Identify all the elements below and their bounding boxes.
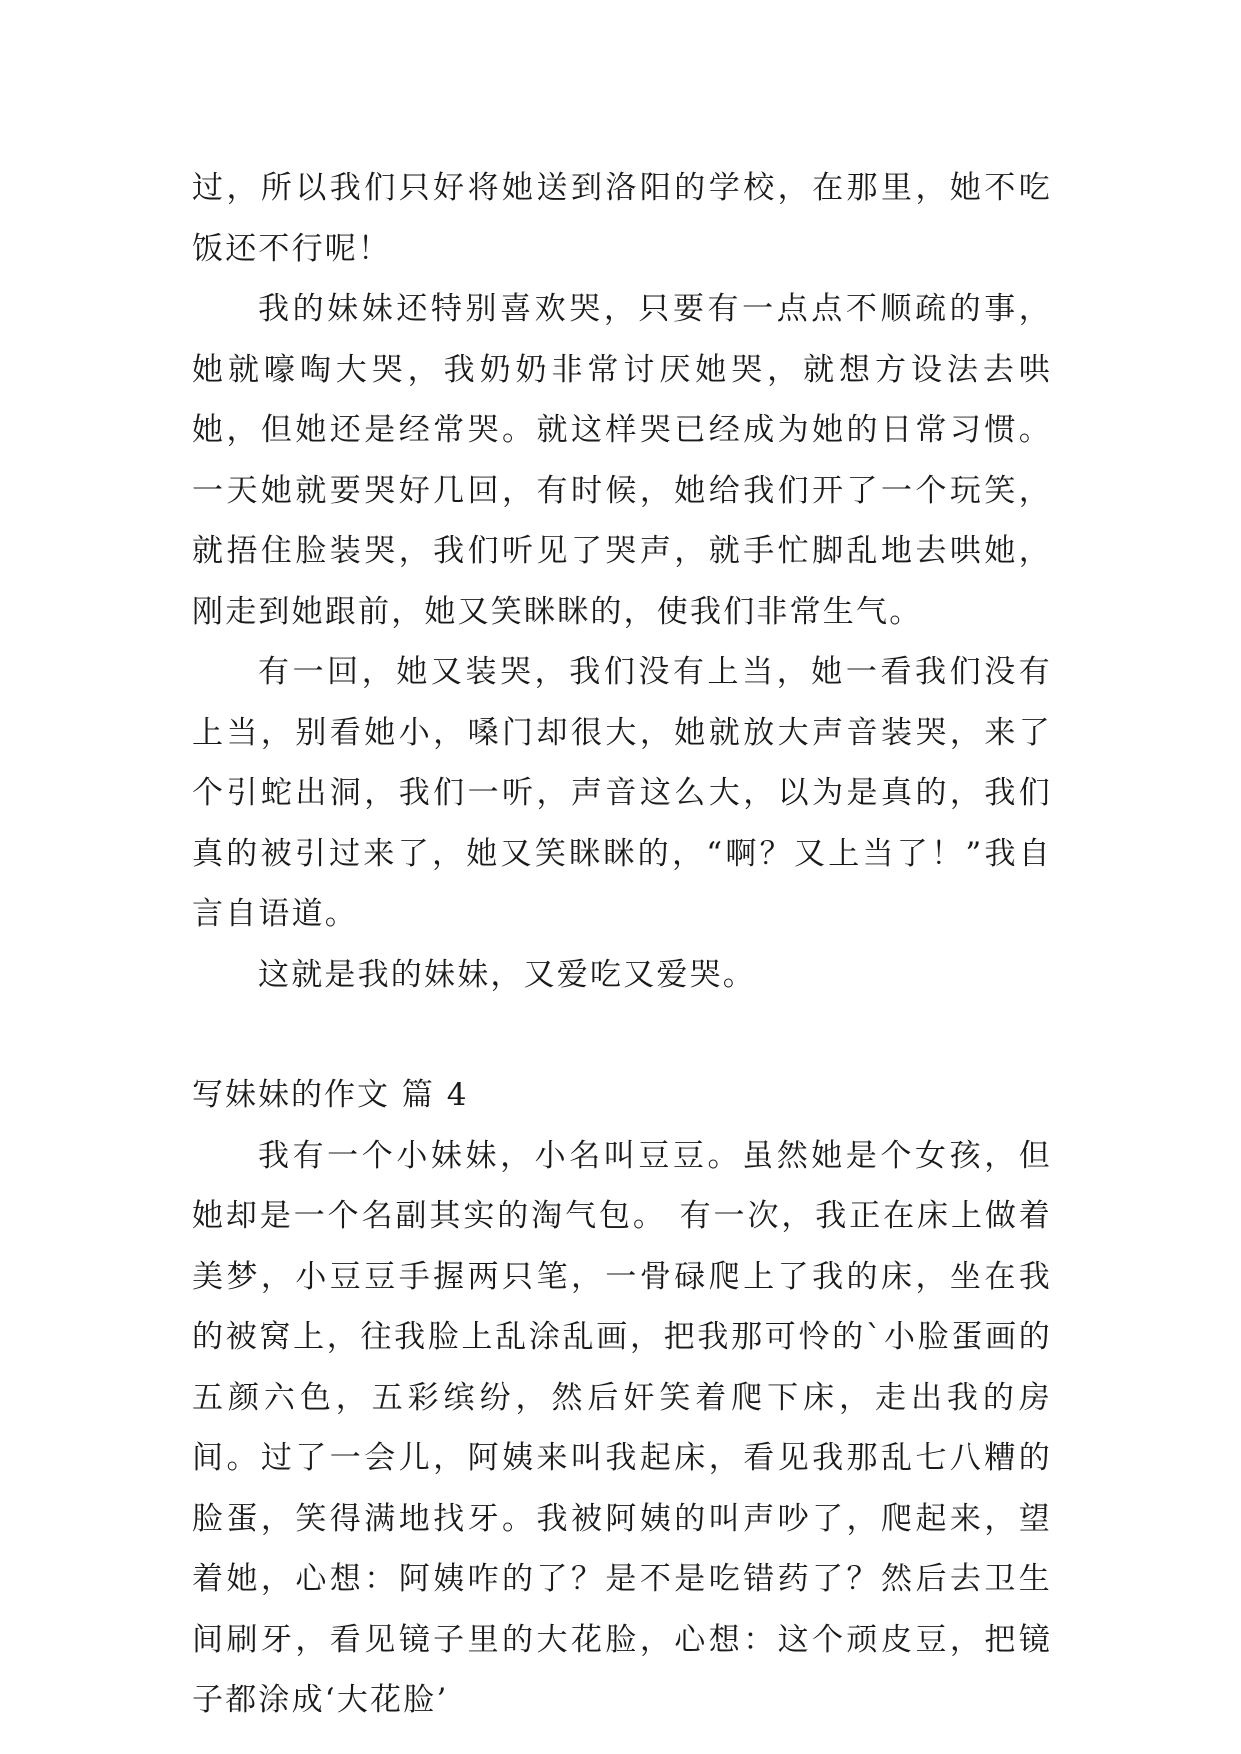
document-body (192, 158, 1052, 1731)
paragraph-sister-cries: 我的妹妹还特别喜欢哭，只要有一点点不顺疏的事，她就嚎啕大哭，我奶奶非常讨厌她哭，就想方设法去哄她，但她还是经常哭。就这样哭已经成为她的日常习惯。一天她就要哭好几回，有时候，她给我们开了一个玩笑，就捂住脸装哭，我们听见了哭声，就手忙脚乱地去哄她，刚走到她跟前，她又笑眯眯的，使我们非常生气。 (192, 291, 1052, 630)
essay-heading-4: 写妹妹的作文 篇 4 (192, 1077, 469, 1113)
continuation-paragraph: 过，所以我们只好将她送到洛阳的学校，在那里，她不吃饭还不行呢！ (192, 170, 1052, 267)
paragraph-conclusion: 这就是我的妹妹，又爱吃又爱哭。 (258, 956, 756, 993)
paragraph-doudou: 我有一个小妹妹，小名叫豆豆。虽然她是个女孩，但她却是一个名副其实的淘气包。 有一次，我正在床上做着美梦，小豆豆手握两只笔，一骨碌爬上了我的床，坐在我的被窝上，往我脸上乱涂乱画，把我那可怜的`小脸蛋画的五颜六色，五彩缤纷，然后奸笑着爬下床，走出我的房间。过了一会儿，阿姨来叫我起床，看见我那乱七八糟的脸蛋，笑得满地找牙。我被阿姨的叫声吵了，爬起来，望着她，心想：阿姨咋的了？是不是吃错药了？然后去卫生间刷牙，看见镜子里的大花脸，心想：这个顽皮豆，把镜子都涂成‘大花脸’ (192, 1137, 1052, 1718)
paragraph-fake-crying: 有一回，她又装哭，我们没有上当，她一看我们没有上当，别看她小，嗓门却很大，她就放大声音装哭，来了个引蛇出洞，我们一听，声音这么大，以为是真的，我们真的被引过来了，她又笑眯眯的，“啊？又上当了！”我自言自语道。 (192, 654, 1052, 932)
